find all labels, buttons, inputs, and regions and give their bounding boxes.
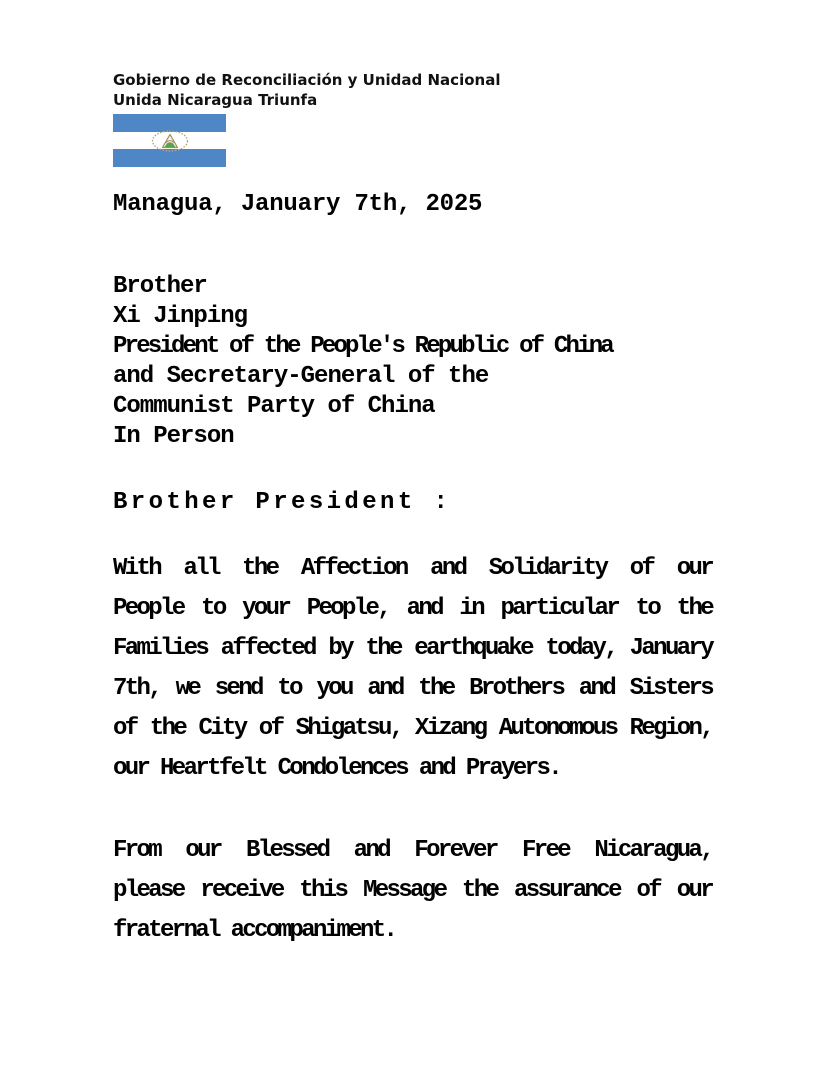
flag-coat-of-arms-icon <box>150 129 190 153</box>
body-paragraph-1 <box>113 549 712 789</box>
body-line: People to your People, and in particular to the <box>113 595 712 622</box>
recipient-address <box>113 272 712 452</box>
recipient-line: and Secretary-General of the <box>113 363 489 390</box>
dateline: Managua, January 7th, 2025 <box>113 191 483 218</box>
flag-stripe-middle <box>113 132 226 149</box>
nicaragua-flag-icon <box>113 114 226 167</box>
recipient-line: In Person <box>113 423 234 450</box>
body-line: please receive this Message the assurance of our <box>113 877 712 904</box>
recipient-line: Communist Party of China <box>113 393 435 420</box>
salutation: Brother President : <box>113 489 452 516</box>
body-line: fraternal accompaniment. <box>113 917 396 944</box>
body-line: 7th, we send to you and the Brothers and Sisters <box>113 675 712 702</box>
recipient-line: Xi Jinping <box>113 303 248 330</box>
body-line: With all the Affection and Solidarity of our <box>113 555 712 582</box>
body-line: our Heartfelt Condolences and Prayers. <box>113 755 560 782</box>
letterhead-line-2: Unida Nicaragua Triunfa <box>113 91 318 109</box>
body-line: From our Blessed and Forever Free Nicaragua, <box>113 837 712 864</box>
letterhead <box>113 70 712 110</box>
recipient-line: President of the People's Republic of China <box>113 333 612 360</box>
body-line: Families affected by the earthquake today, January <box>113 635 712 662</box>
letterhead-line-1: Gobierno de Reconciliación y Unidad Nacional <box>113 71 501 89</box>
body-line: of the City of Shigatsu, Xizang Autonomous Region, <box>113 715 712 742</box>
recipient-line: Brother <box>113 273 207 300</box>
body-paragraph-2 <box>113 831 712 951</box>
